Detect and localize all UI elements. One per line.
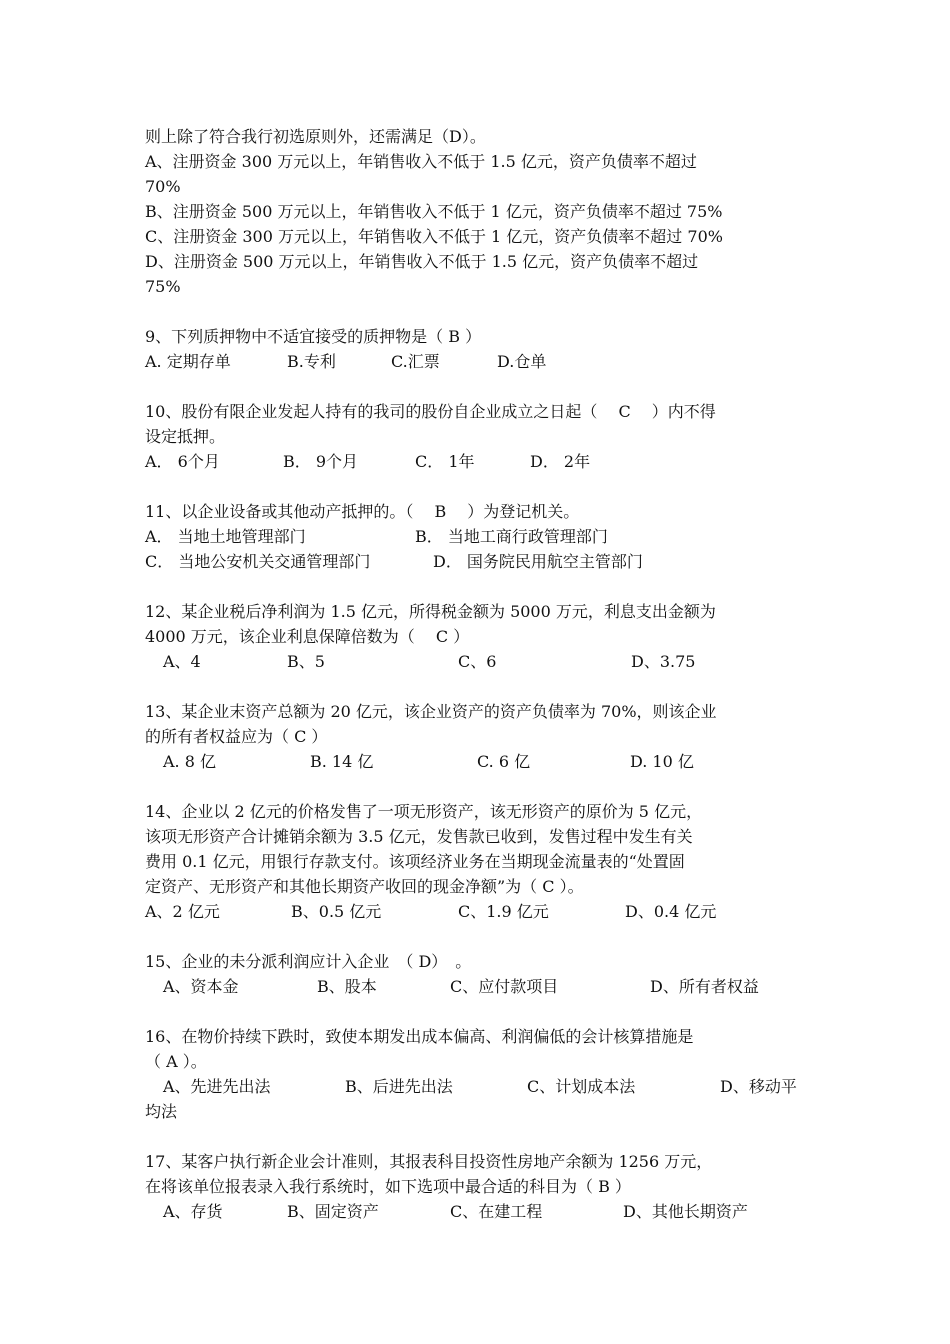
q14-stem: 14、企业以 2 亿元的价格发售了一项无形资产，该无形资产的原价为 5 亿元，: [145, 802, 703, 821]
q12-option-a: A、4: [163, 652, 201, 671]
q8-option-d-cont: 75%: [145, 277, 181, 296]
q14-option-a: A、2 亿元: [145, 902, 220, 921]
q9-option-b: B.专利: [287, 352, 336, 371]
q11-option-a: A． 当地土地管理部门: [145, 527, 306, 546]
q14-stem-cont: 定资产、无形资产和其他长期资产收回的现金净额”为（ C ）。: [145, 877, 584, 896]
question-11: [145, 499, 815, 574]
q12-stem-cont: 4000 万元，该企业利息保障倍数为（ C ）: [145, 627, 470, 646]
q8-option-d: D、注册资金 500 万元以上，年销售收入不低于 1.5 亿元，资产负债率不超过: [145, 252, 699, 271]
q17-option-a: A、存货: [163, 1202, 223, 1221]
q17-stem-cont: 在将该单位报表录入我行系统时，如下选项中最合适的科目为（ B ）: [145, 1177, 631, 1196]
q16-option-d: D、移动平: [720, 1077, 797, 1096]
question-10: [145, 399, 815, 474]
q14-stem-cont: 费用 0.1 亿元，用银行存款支付。该项经济业务在当期现金流量表的“处置固: [145, 852, 685, 871]
q8-option-b: B、注册资金 500 万元以上，年销售收入不低于 1 亿元，资产负债率不超过 75%: [145, 202, 723, 221]
q16-option-d-cont: 均法: [145, 1102, 178, 1121]
q10-option-a: A． 6个月: [145, 452, 220, 471]
q17-option-b: B、固定资产: [287, 1202, 379, 1221]
q16-option-b: B、后进先出法: [345, 1077, 453, 1096]
q14-option-b: B、0.5 亿元: [291, 902, 382, 921]
q13-options: [145, 749, 815, 774]
q12-option-c: C、6: [458, 652, 497, 671]
q13-option-d: D. 10 亿: [630, 752, 694, 771]
q13-option-a: A. 8 亿: [163, 752, 216, 771]
q8-option-a: A、注册资金 300 万元以上，年销售收入不低于 1.5 亿元，资产负债率不超过: [145, 152, 697, 171]
q17-option-d: D、其他长期资产: [623, 1202, 748, 1221]
q8-option-c: C、注册资金 300 万元以上，年销售收入不低于 1 亿元，资产负债率不超过 70%: [145, 227, 723, 246]
q15-option-c: C、应付款项目: [450, 977, 559, 996]
q17-option-c: C、在建工程: [450, 1202, 543, 1221]
q12-option-d: D、3.75: [631, 652, 696, 671]
q11-options-row1: [145, 524, 815, 549]
q10-option-c: C． 1年: [415, 452, 475, 471]
q9-option-c: C.汇票: [391, 352, 440, 371]
q9-stem: 9、下列质押物中不适宜接受的质押物是（ B ）: [145, 327, 482, 346]
q11-option-d: D． 国务院民用航空主管部门: [433, 552, 643, 571]
q10-options: [145, 449, 815, 474]
q13-stem: 13、某企业末资产总额为 20 亿元，该企业资产的资产负债率为 70%，则该企业: [145, 702, 717, 721]
q15-option-a: A、资本金: [163, 977, 239, 996]
question-16: [145, 1024, 815, 1124]
document-page: [145, 124, 815, 1224]
q16-options: [145, 1074, 815, 1099]
q17-options: [145, 1199, 815, 1224]
q11-options-row2: [145, 549, 815, 574]
question-13: [145, 699, 815, 774]
question-14: [145, 799, 815, 924]
q9-options: [145, 349, 815, 374]
q11-stem: 11、以企业设备或其他动产抵押的。（ B ）为登记机关。: [145, 502, 580, 521]
q16-stem-cont: （ A ）。: [145, 1052, 207, 1071]
q17-stem: 17、某客户执行新企业会计准则，其报表科目投资性房地产余额为 1256 万元，: [145, 1152, 713, 1171]
q14-options: [145, 899, 815, 924]
q15-options: [145, 974, 815, 999]
question-8: [145, 124, 815, 299]
q9-option-a: A. 定期存单: [145, 352, 231, 371]
q11-option-c: C． 当地公安机关交通管理部门: [145, 552, 371, 571]
q14-stem-cont: 该项无形资产合计摊销余额为 3.5 亿元，发售款已收到，发售过程中发生有关: [145, 827, 693, 846]
q16-option-c: C、计划成本法: [527, 1077, 636, 1096]
q12-option-b: B、5: [287, 652, 325, 671]
question-17: [145, 1149, 815, 1224]
q16-stem: 16、在物价持续下跌时，致使本期发出成本偏高、利润偏低的会计核算措施是: [145, 1027, 694, 1046]
q16-option-a: A、先进先出法: [163, 1077, 271, 1096]
q15-stem: 15、企业的未分派利润应计入企业 （ D） 。: [145, 952, 472, 971]
q14-option-c: C、1.9 亿元: [458, 902, 549, 921]
q12-stem: 12、某企业税后净利润为 1.5 亿元，所得税金额为 5000 万元，利息支出金额为: [145, 602, 716, 621]
q9-option-d: D.仓单: [497, 352, 547, 371]
q13-option-c: C. 6 亿: [477, 752, 531, 771]
question-12: [145, 599, 815, 674]
q10-stem-cont: 设定抵押。: [145, 427, 226, 446]
q10-option-d: D． 2年: [530, 452, 591, 471]
q10-stem: 10、股份有限企业发起人持有的我司的股份自企业成立之日起（ C ）内不得: [145, 402, 716, 421]
q14-option-d: D、0.4 亿元: [625, 902, 717, 921]
q11-option-b: B． 当地工商行政管理部门: [415, 527, 608, 546]
q8-line: 则上除了符合我行初选原则外，还需满足（D）。: [145, 127, 486, 146]
q13-stem-cont: 的所有者权益应为（ C ）: [145, 727, 328, 746]
q13-option-b: B. 14 亿: [310, 752, 374, 771]
q15-option-d: D、所有者权益: [650, 977, 759, 996]
q12-options: [145, 649, 815, 674]
q8-option-a-cont: 70%: [145, 177, 181, 196]
question-9: [145, 324, 815, 374]
q15-option-b: B、股本: [317, 977, 377, 996]
q10-option-b: B． 9个月: [283, 452, 359, 471]
question-15: [145, 949, 815, 999]
